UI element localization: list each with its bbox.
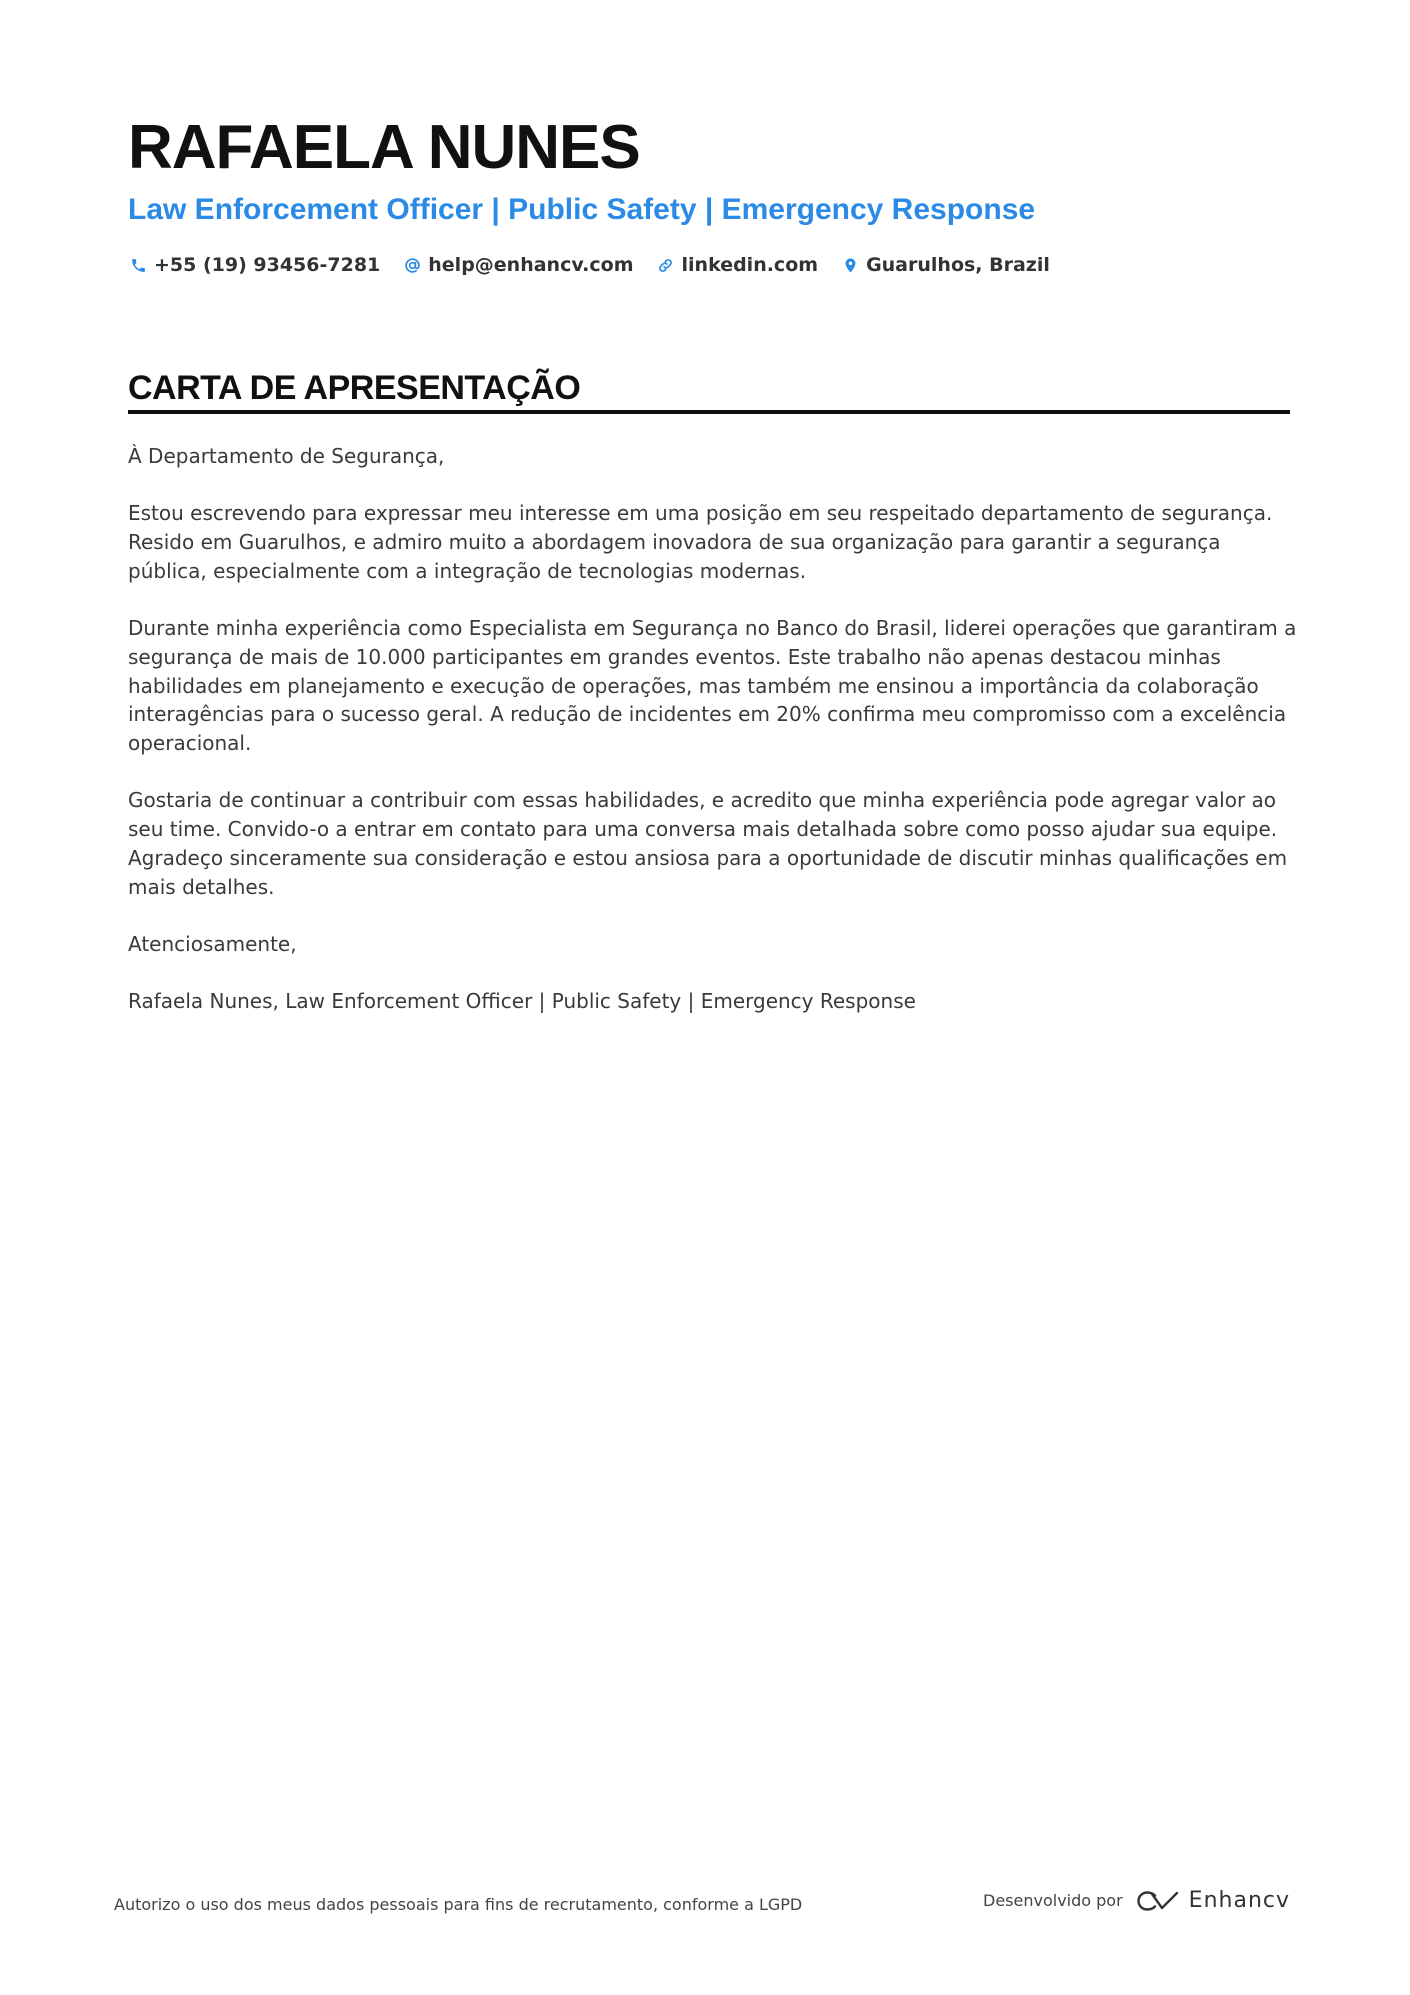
built-by-label: Desenvolvido por: [983, 1891, 1123, 1910]
letter-closing: Atenciosamente,: [128, 931, 297, 956]
contact-info: [128, 254, 1072, 276]
letter-salutation: À Departamento de Segurança,: [128, 444, 445, 468]
contact-phone: [128, 254, 380, 276]
enhancv-logo-icon: [1135, 1889, 1181, 1913]
link-icon: [656, 255, 676, 275]
at-icon: [402, 255, 422, 275]
contact-location: [840, 254, 1050, 276]
contact-linkedin-text: linkedin.com: [681, 254, 819, 276]
section-heading: CARTA DE APRESENTAÇÃO: [128, 369, 581, 407]
brand-name[interactable]: Enhancv: [1188, 1888, 1290, 1913]
phone-icon: [128, 255, 148, 275]
contact-email[interactable]: [402, 254, 633, 276]
letter-body: [128, 442, 1298, 1045]
candidate-title: Law Enforcement Officer | Public Safety | Emergency Response: [128, 193, 1036, 226]
location-pin-icon: [840, 255, 860, 275]
contact-linkedin[interactable]: [656, 254, 819, 276]
letter-signature: Rafaela Nunes, Law Enforcement Officer | Public Safety | Emergency Response: [128, 989, 916, 1014]
contact-location-text: Guarulhos, Brazil: [866, 254, 1050, 276]
candidate-name: RAFAELA NUNES: [128, 113, 640, 182]
built-by: [983, 1888, 1290, 1913]
letter-paragraph: Durante minha experiência como Especialista em Segurança no Banco do Brasil, liderei operações que garantiram a segurança de mais de 10.000 participantes em grandes eventos. Este trabalho não apenas destacou minhas habilidades em planejamento e execução de operações, mas também me ensinou a importância da colaboração interagências para o sucesso geral. A redução de incidentes em 20% confirma meu compromisso com a excelência operacional.: [128, 616, 1297, 755]
contact-phone-text: +55 (19) 93456-7281: [154, 254, 381, 276]
letter-paragraph: Gostaria de continuar a contribuir com essas habilidades, e acredito que minha experiência pode agregar valor ao seu time. Convido-o a entrar em contato para uma conversa mais detalhada sobre como posso ajudar sua equipe. Agradeço sinceramente sua consideração e estou ansiosa para a oportunidade de discutir minhas qualificações em mais detalhes.: [128, 788, 1288, 899]
consent-note: Autorizo o uso dos meus dados pessoais para fins de recrutamento, conforme a LGPD: [114, 1895, 803, 1914]
section-divider: [128, 410, 1290, 414]
letter-paragraph: Estou escrevendo para expressar meu interesse em uma posição em seu respeitado departamento de segurança. Resido em Guarulhos, e admiro muito a abordagem inovadora de sua organização para garantir a segurança pública, especialmente com a integração de tecnologias modernas.: [128, 501, 1273, 583]
contact-email-text: help@enhancv.com: [428, 254, 634, 276]
